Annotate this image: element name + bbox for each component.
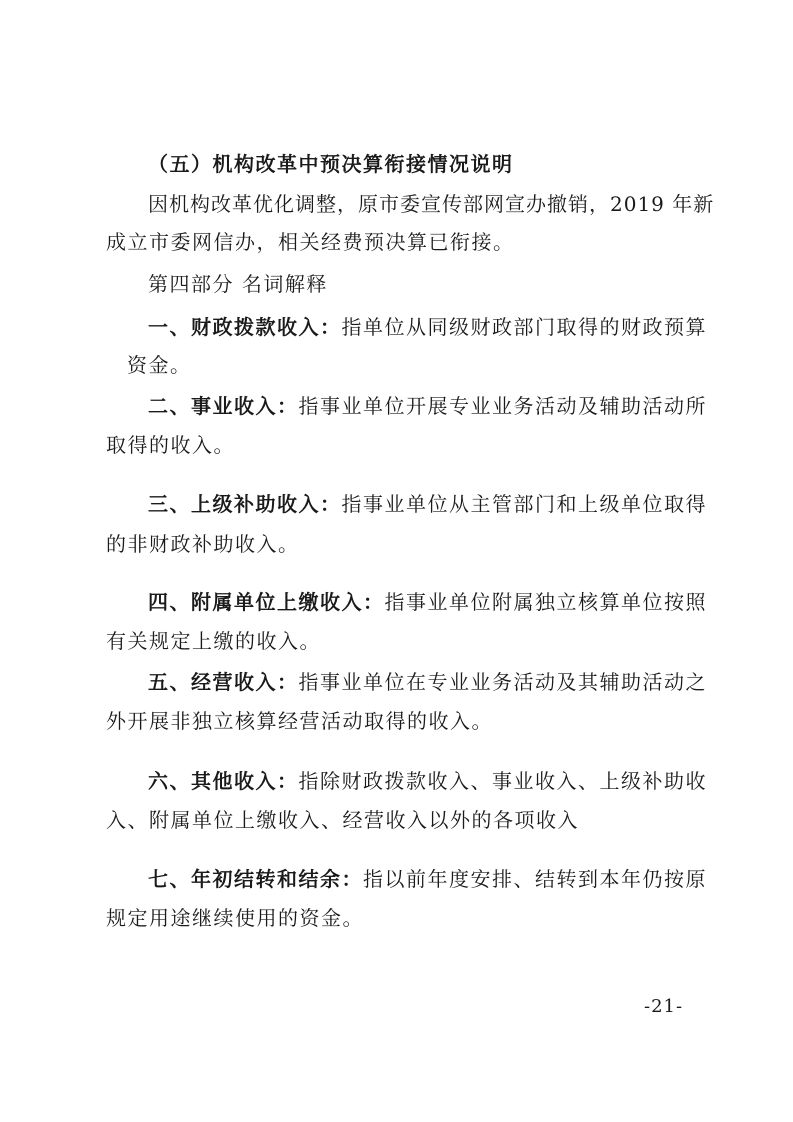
definition-4-line-2: 有关规定上缴的收入。 [106,629,321,653]
definition-text: 指事业单位从主管部门和上级单位取得 [341,492,707,516]
definition-text: 指事业单位开展专业业务活动及辅助活动所 [298,394,707,418]
section-heading: （五）机构改革中预决算衔接情况说明 [148,152,514,176]
section-paragraph-line-1: 因机构改革优化调整，原市委宣传部网宣办撤销，2019 年新 [148,192,715,216]
definition-text: 指事业单位在专业业务活动及其辅助活动之 [298,670,707,694]
definition-1-line-2: 资金。 [127,353,192,377]
definition-6-line-1 [148,767,707,795]
definition-3-line-2: 的非财政补助收入。 [106,532,300,556]
definition-7-line-1 [148,865,707,893]
definition-term: 五、经营收入： [148,670,299,694]
definition-text: 指事业单位附属独立核算单位按照 [384,590,707,614]
section-paragraph-line-2: 成立市委网信办，相关经费预决算已衔接。 [106,230,515,254]
definition-2-line-2: 取得的收入。 [106,433,235,457]
definition-term: 四、附属单位上缴收入： [148,590,385,614]
definition-7-line-2: 规定用途继续使用的资金。 [106,906,364,930]
definition-term: 七、年初结转和结余： [148,867,363,891]
definition-text: 指除财政拨款收入、事业收入、上级补助收 [298,769,707,793]
definition-3-line-1 [148,490,707,518]
definition-1-line-1 [148,313,707,341]
definition-term: 二、事业收入： [148,394,299,418]
definition-text: 指以前年度安排、结转到本年仍按原 [363,867,707,891]
definition-term: 三、上级补助收入： [148,492,342,516]
definition-term: 六、其他收入： [148,769,299,793]
definition-5-line-1 [148,668,707,696]
page-number: -21- [644,996,684,1017]
part-title: 第四部分 名词解释 [148,272,328,296]
definition-5-line-2: 外开展非独立核算经营活动取得的收入。 [106,709,493,733]
definition-term: 一、财政拨款收入： [148,315,342,339]
definition-4-line-1 [148,588,707,616]
definition-6-line-2: 入、附属单位上缴收入、经营收入以外的各项收入 [106,808,579,832]
definition-text: 指单位从同级财政部门取得的财政预算 [341,315,707,339]
definition-2-line-1 [148,392,707,420]
